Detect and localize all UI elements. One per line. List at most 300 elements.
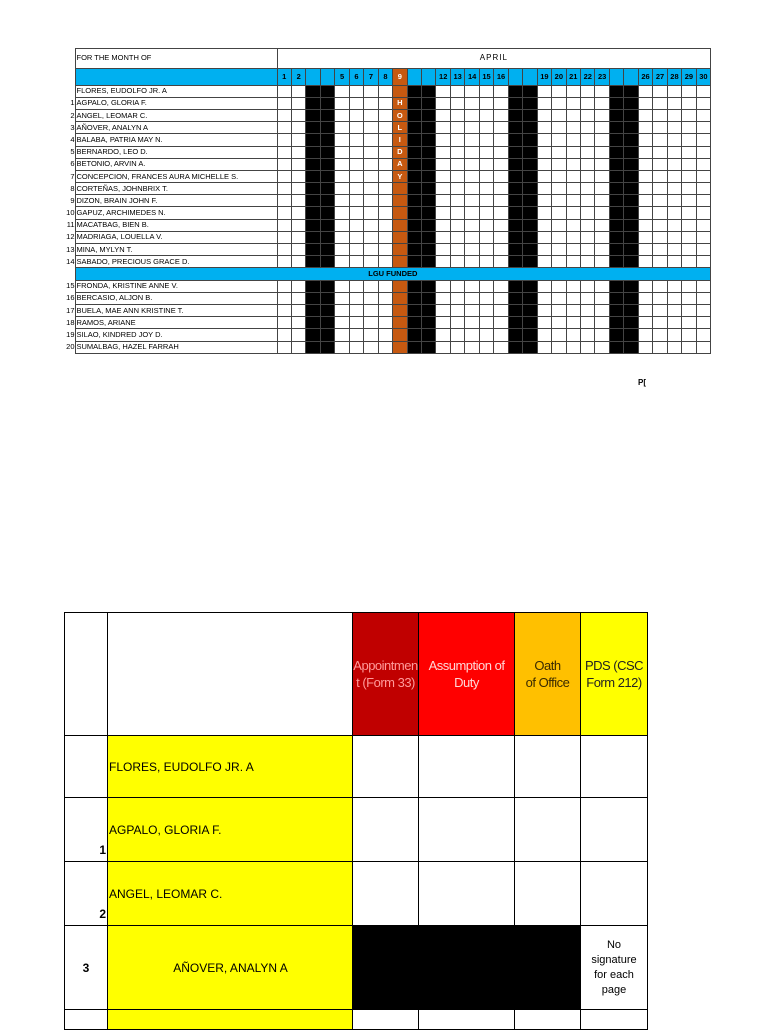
attendance-cell [479,97,493,109]
weekend-cell [508,146,522,158]
row-number [62,85,75,97]
attendance-cell [566,317,580,329]
attendance-cell [682,183,696,195]
weekend-cell [306,85,320,97]
weekend-cell [422,158,436,170]
weekend-cell [523,280,537,292]
weekend-cell [422,219,436,231]
attendance-cell [436,134,450,146]
attendance-cell [566,341,580,353]
attendance-cell [349,134,363,146]
attendance-cell [638,280,652,292]
weekend-cell [523,109,537,121]
attendance-cell [667,256,681,268]
weekend-cell [523,158,537,170]
attendance-cell [653,219,667,231]
attendance-cell [638,195,652,207]
row-number: 14 [66,256,75,266]
requirements-checklist [64,612,648,1030]
weekend-cell [624,256,638,268]
weekend-cell [422,170,436,182]
weekend-cell [609,170,623,182]
weekend-cell [508,317,522,329]
attendance-cell [682,109,696,121]
attendance-cell [277,317,291,329]
attendance-cell [349,244,363,256]
attendance-cell [378,85,392,97]
attendance-cell [667,280,681,292]
weekend-cell [609,219,623,231]
weekend-cell [306,183,320,195]
attendance-cell [537,195,551,207]
attendance-cell [595,304,609,316]
weekend-cell [523,207,537,219]
attendance-cell [494,170,508,182]
weekend-cell [306,109,320,121]
attendance-cell [465,122,479,134]
weekend-cell [609,122,623,134]
weekend-cell [624,158,638,170]
attendance-cell [696,256,711,268]
weekend-cell [609,207,623,219]
weekend-cell [320,244,334,256]
attendance-cell [537,207,551,219]
weekend-cell [422,304,436,316]
weekend-cell [306,256,320,268]
employee-name: DIZON, BRAIN JOHN F. [75,195,277,207]
attendance-cell [566,170,580,182]
attendance-cell [479,219,493,231]
attendance-cell [436,341,450,353]
section-label: LGU FUNDED [75,268,711,280]
attendance-cell [581,146,595,158]
attendance-cell [552,158,566,170]
attendance-cell [291,280,305,292]
employee-name: SILAO, KINDRED JOY D. [75,329,277,341]
weekend-cell [422,256,436,268]
attendance-cell [465,146,479,158]
row-number: 1 [70,98,75,108]
attendance-cell [291,195,305,207]
attendance-cell [450,244,464,256]
weekend-cell [306,207,320,219]
attendance-cell [349,317,363,329]
attendance-cell [581,329,595,341]
day-header [609,68,623,85]
attendance-cell [335,280,349,292]
attendance-cell [682,85,696,97]
attendance-row [62,109,711,121]
attendance-cell [581,256,595,268]
attendance-cell [479,134,493,146]
attendance-cell [537,219,551,231]
attendance-cell [479,146,493,158]
holiday-cell [393,85,407,97]
attendance-cell [682,317,696,329]
employee-name: FLORES, EUDOLFO JR. A [108,736,353,798]
employee-name: GAPUZ, ARCHIMEDES N. [75,207,277,219]
attendance-cell [291,256,305,268]
weekend-cell [320,231,334,243]
attendance-cell [653,231,667,243]
attendance-cell [552,317,566,329]
holiday-cell [393,317,407,329]
attendance-cell [349,158,363,170]
attendance-cell [638,244,652,256]
attendance-cell [277,170,291,182]
weekend-cell [306,231,320,243]
attendance-cell [277,256,291,268]
weekend-cell [508,109,522,121]
attendance-cell [494,231,508,243]
weekend-cell [306,292,320,304]
attendance-cell [378,97,392,109]
attendance-cell [537,170,551,182]
attendance-cell [436,146,450,158]
attendance-cell [552,170,566,182]
employee-name: AGPALO, GLORIA F. [108,798,353,862]
attendance-cell [682,97,696,109]
holiday-cell [393,244,407,256]
weekend-cell [523,317,537,329]
appointment-column-header: Appointmen t (Form 33) [353,613,419,736]
row-number: 11 [66,220,75,230]
weekend-cell [407,341,421,353]
attendance-cell [277,146,291,158]
attendance-cell [537,292,551,304]
attendance-cell [696,244,711,256]
attendance-cell [566,195,580,207]
attendance-cell [667,207,681,219]
attendance-cell [378,134,392,146]
attendance-cell [378,244,392,256]
attendance-cell [378,183,392,195]
attendance-cell [364,134,378,146]
weekend-cell [624,109,638,121]
attendance-cell [552,146,566,158]
attendance-cell [537,329,551,341]
weekend-cell [320,292,334,304]
attendance-cell [465,304,479,316]
weekend-cell [320,256,334,268]
attendance-cell [595,85,609,97]
weekend-cell [609,244,623,256]
weekend-cell [320,341,334,353]
attendance-cell [450,341,464,353]
attendance-cell [349,183,363,195]
attendance-cell [566,134,580,146]
weekend-cell [508,219,522,231]
attendance-cell [696,158,711,170]
attendance-cell [378,329,392,341]
weekend-cell [624,317,638,329]
attendance-cell [436,158,450,170]
attendance-cell [696,280,711,292]
check-cell [353,736,419,798]
weekend-cell [624,304,638,316]
attendance-cell [349,109,363,121]
weekend-cell [624,244,638,256]
checklist-row [65,1010,648,1030]
check-cell [515,862,581,926]
attendance-cell [364,244,378,256]
attendance-cell [581,195,595,207]
attendance-cell [653,183,667,195]
day-header: 6 [349,68,363,85]
employee-name: FRONDA, KRISTINE ANNE V. [75,280,277,292]
attendance-cell [436,256,450,268]
weekend-cell [624,183,638,195]
attendance-cell [552,329,566,341]
attendance-cell [364,122,378,134]
row-number: 20 [66,342,75,352]
attendance-cell [494,207,508,219]
attendance-cell [291,134,305,146]
weekend-cell [624,122,638,134]
attendance-cell [494,219,508,231]
attendance-cell [364,97,378,109]
attendance-cell [638,329,652,341]
row-number: 18 [66,317,75,327]
employee-name: BERCASIO, ALJON B. [75,292,277,304]
attendance-cell [682,280,696,292]
attendance-cell [364,109,378,121]
attendance-cell [450,195,464,207]
attendance-cell [537,317,551,329]
day-header: 29 [682,68,696,85]
attendance-cell [450,304,464,316]
attendance-cell [696,341,711,353]
day-header: 16 [494,68,508,85]
attendance-row [62,207,711,219]
attendance-cell [682,207,696,219]
weekend-cell [523,122,537,134]
holiday-cell: I [393,134,407,146]
weekend-cell [422,231,436,243]
attendance-cell [450,329,464,341]
attendance-cell [465,85,479,97]
weekend-cell [523,341,537,353]
weekend-cell [624,292,638,304]
weekend-cell [306,280,320,292]
attendance-cell [653,146,667,158]
attendance-cell [450,292,464,304]
weekend-cell [624,207,638,219]
weekend-cell [508,195,522,207]
attendance-cell [595,207,609,219]
weekend-cell [407,85,421,97]
attendance-cell [537,85,551,97]
holiday-cell: O [393,109,407,121]
attendance-cell [653,97,667,109]
attendance-cell [465,158,479,170]
attendance-cell [479,231,493,243]
attendance-cell [378,231,392,243]
attendance-cell [494,183,508,195]
row-number: 1 [65,798,108,862]
attendance-cell [581,280,595,292]
day-header: 28 [667,68,681,85]
attendance-cell [537,280,551,292]
holiday-cell [393,341,407,353]
day-header: 27 [653,68,667,85]
attendance-cell [581,207,595,219]
employee-name: BETONIO, ARVIN A. [75,158,277,170]
attendance-cell [552,85,566,97]
weekend-cell [407,280,421,292]
attendance-cell [638,109,652,121]
attendance-cell [638,158,652,170]
weekend-cell [609,280,623,292]
day-header: 20 [552,68,566,85]
attendance-row [62,231,711,243]
weekend-cell [508,183,522,195]
attendance-cell [277,304,291,316]
weekend-cell [508,231,522,243]
attendance-cell [364,341,378,353]
attendance-cell [277,219,291,231]
weekend-cell [624,219,638,231]
attendance-cell [364,158,378,170]
weekend-cell [407,195,421,207]
attendance-cell [566,122,580,134]
attendance-cell [595,122,609,134]
weekend-cell [508,134,522,146]
attendance-cell [277,280,291,292]
attendance-cell [349,304,363,316]
weekend-cell [523,170,537,182]
attendance-row [62,219,711,231]
attendance-cell [335,122,349,134]
attendance-cell [653,109,667,121]
attendance-cell [595,109,609,121]
check-cell [515,736,581,798]
attendance-cell [335,97,349,109]
attendance-cell [465,341,479,353]
weekend-cell [422,329,436,341]
attendance-cell [349,329,363,341]
attendance-cell [465,170,479,182]
attendance-row [62,341,711,353]
attendance-cell [595,183,609,195]
holiday-cell: L [393,122,407,134]
attendance-cell [450,317,464,329]
attendance-cell [378,207,392,219]
attendance-cell [465,97,479,109]
check-cell [419,736,515,798]
attendance-cell [450,134,464,146]
attendance-cell [291,170,305,182]
attendance-cell [581,292,595,304]
attendance-cell [566,85,580,97]
attendance-cell [291,341,305,353]
attendance-cell [364,219,378,231]
attendance-cell [465,109,479,121]
attendance-cell [277,122,291,134]
attendance-cell [277,97,291,109]
row-number: 3 [70,122,75,132]
weekend-cell [320,146,334,158]
attendance-cell [335,109,349,121]
attendance-cell [494,122,508,134]
attendance-cell [479,304,493,316]
attendance-cell [653,158,667,170]
attendance-cell [653,195,667,207]
weekend-cell [422,183,436,195]
attendance-cell [378,304,392,316]
weekend-cell [407,304,421,316]
day-header: 15 [479,68,493,85]
attendance-cell [638,317,652,329]
weekend-cell [523,183,537,195]
weekend-cell [306,329,320,341]
attendance-cell [450,231,464,243]
check-cell [581,862,648,926]
weekend-cell [320,304,334,316]
attendance-cell [436,280,450,292]
attendance-cell [581,122,595,134]
attendance-cell [349,170,363,182]
attendance-cell [638,231,652,243]
holiday-cell: D [393,146,407,158]
attendance-cell [291,329,305,341]
row-number: 2 [65,862,108,926]
weekend-cell [407,170,421,182]
attendance-cell [653,85,667,97]
weekend-cell [306,317,320,329]
attendance-cell [465,317,479,329]
attendance-cell [291,231,305,243]
weekend-cell [523,304,537,316]
attendance-cell [291,122,305,134]
attendance-cell [566,304,580,316]
weekend-cell [609,304,623,316]
attendance-cell [436,85,450,97]
attendance-cell [581,219,595,231]
attendance-cell [537,122,551,134]
attendance-cell [277,341,291,353]
weekend-cell [523,85,537,97]
attendance-cell [667,195,681,207]
attendance-cell [581,158,595,170]
attendance-cell [581,109,595,121]
attendance-cell [378,256,392,268]
attendance-cell [581,317,595,329]
attendance-cell [450,109,464,121]
weekend-cell [407,109,421,121]
attendance-cell [335,317,349,329]
attendance-cell [696,122,711,134]
attendance-cell [364,256,378,268]
row-number: 2 [70,110,75,120]
page-marker: P[ [638,378,646,387]
attendance-cell [566,256,580,268]
attendance-cell [349,85,363,97]
attendance-cell [696,134,711,146]
attendance-cell [537,109,551,121]
employee-name: ANGEL, LEOMAR C. [75,109,277,121]
weekend-cell [306,134,320,146]
attendance-cell [696,219,711,231]
attendance-cell [595,146,609,158]
attendance-cell [537,256,551,268]
weekend-cell [422,97,436,109]
attendance-cell [436,219,450,231]
weekend-cell [624,341,638,353]
weekend-cell [306,195,320,207]
attendance-cell [494,292,508,304]
row-number [65,736,108,798]
